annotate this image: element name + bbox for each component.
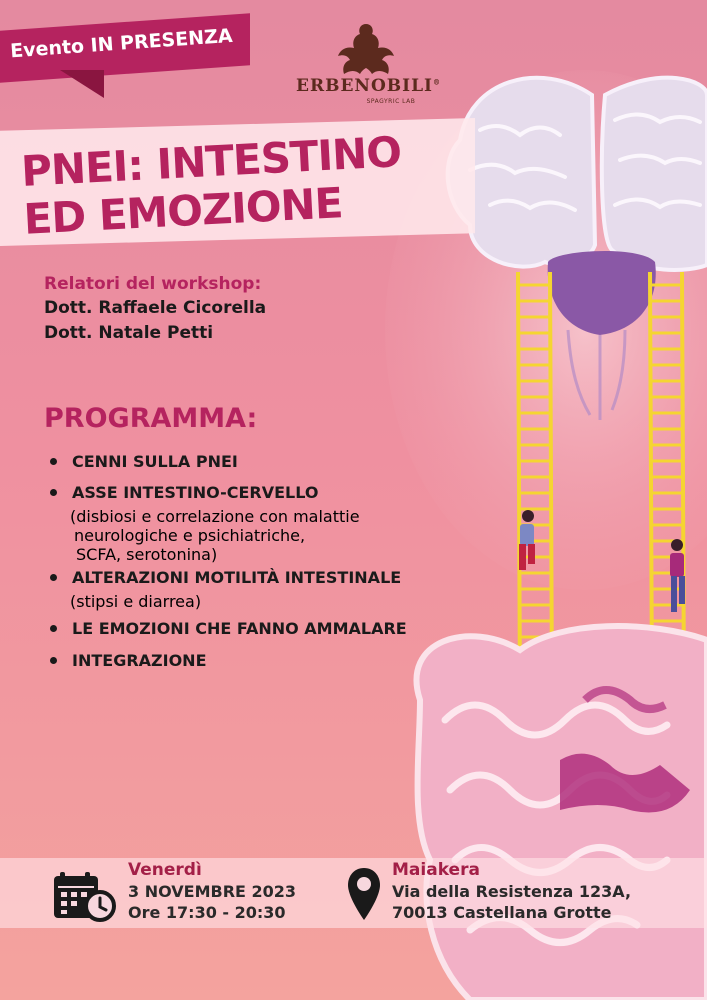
program-item-notes	[70, 507, 524, 564]
speakers-label: Relatori del workshop:	[44, 274, 262, 294]
program-item-title: LE EMOZIONI CHE FANNO AMMALARE	[72, 619, 407, 638]
speaker-name: Dott. Raffaele Cicorella	[44, 298, 267, 318]
intestine-graphic	[416, 626, 707, 1000]
program-note: SCFA, serotonina)	[76, 545, 218, 564]
program-item-title: ASSE INTESTINO-CERVELLO	[72, 483, 319, 502]
calendar-clock-icon	[52, 870, 116, 922]
program-item	[44, 448, 524, 476]
venue-address-line-1: Via della Resistenza 123A,	[392, 882, 632, 901]
venue-name: Maiakera	[392, 860, 480, 880]
logo-tagline: SPAGYRIC LAB	[366, 98, 416, 105]
bullet-icon	[50, 625, 57, 632]
event-time: Ore 17:30 - 20:30	[128, 903, 286, 922]
program-note: (disbiosi e correlazione con malattie	[70, 507, 360, 526]
program-item	[44, 479, 524, 507]
title-line-1: PNEI: INTESTINO	[19, 127, 403, 196]
program-item-notes	[70, 592, 524, 611]
event-day: Venerdì	[128, 860, 202, 880]
program-note: neurologiche e psichiatriche,	[74, 526, 306, 545]
event-location-block	[392, 860, 631, 923]
speaker-name: Dott. Natale Petti	[44, 323, 214, 343]
bullet-icon	[50, 458, 57, 465]
badge-label: Evento IN PRESENZA	[9, 24, 234, 63]
program-item	[44, 615, 524, 643]
speakers-section	[44, 272, 266, 346]
program-heading: PROGRAMMA:	[44, 403, 258, 434]
map-pin-icon	[346, 866, 382, 922]
logo-figure-icon	[331, 20, 401, 76]
venue-address-line-2: 70013 Castellana Grotte	[392, 903, 612, 922]
event-date-block	[128, 860, 296, 923]
program-note: (stipsi e diarrea)	[70, 592, 202, 611]
program-item	[44, 647, 524, 675]
program-item	[44, 564, 524, 592]
badge-ribbon-tail	[60, 70, 104, 98]
logo-wordmark: ERBENOBILI®	[296, 76, 441, 96]
bullet-icon	[50, 657, 57, 664]
program-item-title: INTEGRAZIONE	[72, 651, 207, 670]
program-item-title: ALTERAZIONI MOTILITÀ INTESTINALE	[72, 568, 402, 587]
bullet-icon	[50, 489, 57, 496]
bullet-icon	[50, 574, 57, 581]
brand-logo	[296, 20, 441, 120]
title-line-2: ED EMOZIONE	[22, 178, 344, 244]
program-item-title: CENNI SULLA PNEI	[72, 452, 238, 471]
program-list	[44, 448, 524, 675]
event-date: 3 NOVEMBRE 2023	[128, 882, 297, 901]
